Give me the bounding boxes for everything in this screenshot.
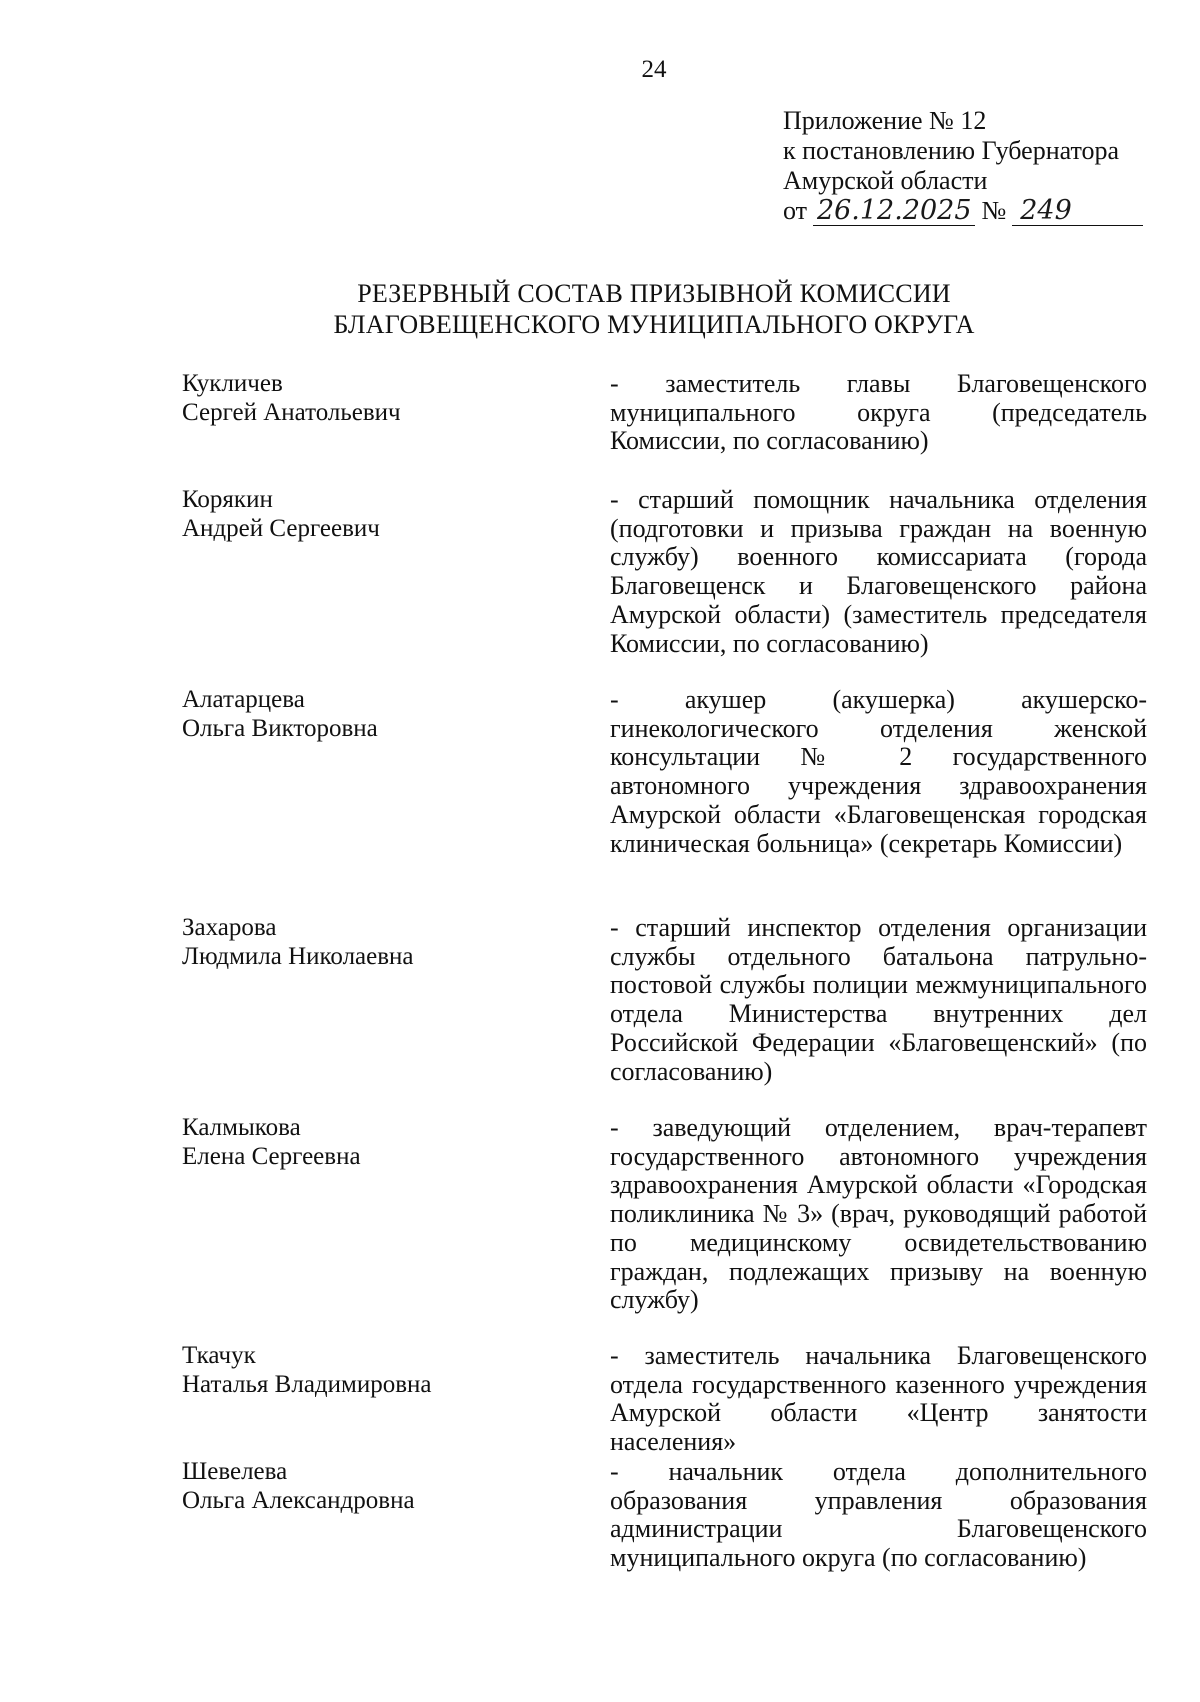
member-position: - акушер (акушерка) акушерско-гинекологического отделения женской консультации № 2 государственного автономного учреждения здравоохранения Амурской области «Благовещенская городская клиническая больница» (секретарь Комиссии) bbox=[610, 685, 1147, 858]
title-line-2: БЛАГОВЕЩЕНСКОГО МУНИЦИПАЛЬНОГО ОКРУГА bbox=[333, 310, 975, 339]
member-name bbox=[182, 1114, 582, 1171]
member-given-name: Ольга Викторовна bbox=[182, 714, 378, 742]
member-surname: Алатарцева bbox=[182, 686, 305, 713]
member-surname: Калмыкова bbox=[182, 1114, 301, 1141]
member-given-name: Сергей Анатольевич bbox=[182, 398, 401, 426]
member-position: - старший инспектор отделения организации службы отдельного батальона патрульно-постовой службы полиции межмуниципального отдела Министерства внутренних дел Российской Федерации «Благовещенский» (по согласованию) bbox=[610, 913, 1147, 1086]
handwritten-number: 249 bbox=[1012, 197, 1143, 226]
member-name bbox=[182, 1458, 582, 1515]
date-prefix: от bbox=[783, 196, 808, 225]
member-surname: Корякин bbox=[182, 486, 273, 513]
member-name bbox=[182, 686, 582, 743]
member-name bbox=[182, 914, 582, 971]
member-given-name: Наталья Владимировна bbox=[182, 1370, 432, 1398]
page-number: 24 bbox=[641, 56, 667, 83]
member-given-name: Андрей Сергеевич bbox=[182, 514, 380, 542]
number-sign: № bbox=[981, 196, 1007, 225]
member-given-name: Ольга Александровна bbox=[182, 1486, 415, 1514]
appendix-header bbox=[783, 106, 1143, 226]
member-surname: Ткачук bbox=[182, 1342, 256, 1369]
member-given-name: Людмила Николаевна bbox=[182, 942, 414, 970]
document-title bbox=[0, 278, 1200, 340]
appendix-number: Приложение № 12 bbox=[783, 106, 987, 135]
member-given-name: Елена Сергеевна bbox=[182, 1142, 361, 1170]
member-position: - заведующий отделением, врач-терапевт государственного автономного учреждения здравоохранения Амурской области «Городская поликлиника № 3» (врач, руководящий работой по медицинскому освидетельствованию граждан, подлежащих призыву на военную службу) bbox=[610, 1113, 1147, 1315]
member-position: - начальник отдела дополнительного образования управления образования администрации Благовещенского муниципального округа (по согласованию) bbox=[610, 1457, 1147, 1573]
member-position: - заместитель начальника Благовещенского отдела государственного казенного учреждения Амурской области «Центр занятости населения» bbox=[610, 1341, 1147, 1457]
member-surname: Шевелева bbox=[182, 1458, 288, 1485]
member-name bbox=[182, 486, 582, 543]
handwritten-date: 26.12.2025 bbox=[813, 197, 975, 226]
member-position: - старший помощник начальника отделения (подготовки и призыва граждан на военную службу) военного комиссариата (города Благовещенск и Благовещенского района Амурской области) (заместитель председателя Комиссии, по согласованию) bbox=[610, 485, 1147, 658]
member-name bbox=[182, 1342, 582, 1399]
member-position: - заместитель главы Благовещенского муниципального округа (председатель Комиссии, по согласованию) bbox=[610, 369, 1147, 456]
member-surname: Захарова bbox=[182, 914, 277, 941]
appendix-reference: к постановлению Губернатора bbox=[783, 136, 1120, 165]
title-line-1: РЕЗЕРВНЫЙ СОСТАВ ПРИЗЫВНОЙ КОМИССИИ bbox=[357, 279, 951, 308]
member-surname: Кукличев bbox=[182, 370, 283, 397]
member-name bbox=[182, 370, 582, 427]
appendix-date-row bbox=[783, 196, 1143, 226]
appendix-region: Амурской области bbox=[783, 166, 988, 195]
